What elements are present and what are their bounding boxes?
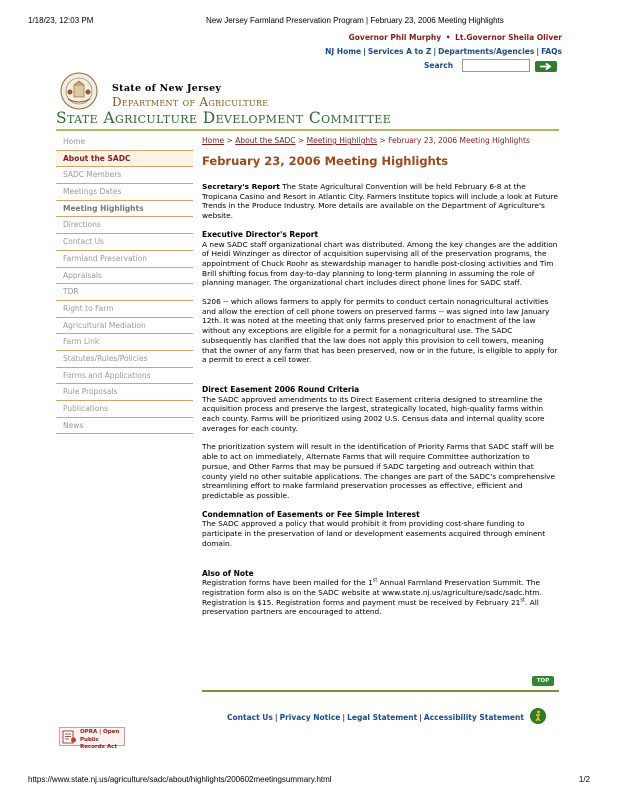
- breadcrumb-current: February 23, 2006 Meeting Highlights: [388, 136, 530, 145]
- direct-easement-heading: Direct Easement 2006 Round Criteria: [202, 384, 360, 394]
- exec-report-heading: Executive Director's Report: [202, 229, 319, 239]
- footer-divider: [202, 690, 559, 692]
- search-go-button[interactable]: [535, 61, 557, 72]
- dept-name: Department of Agriculture: [112, 95, 269, 109]
- note-sup: st: [520, 597, 525, 604]
- sidebar-item-agricultural-mediation[interactable]: Agricultural Mediation: [56, 318, 193, 335]
- opra-text: [80, 729, 124, 752]
- breadcrumb-home[interactable]: Home: [202, 136, 225, 145]
- sidebar-item-publications[interactable]: Publications: [56, 401, 193, 418]
- condemnation-heading: Condemnation of Easements or Fee Simple Interest: [202, 509, 420, 519]
- sidebar-item-home[interactable]: Home: [56, 134, 193, 151]
- sidebar-item-sadc-members[interactable]: SADC Members: [56, 167, 193, 184]
- print-page-number: 1/2: [578, 775, 590, 784]
- print-datetime: 1/18/23, 12:03 PM: [28, 16, 94, 25]
- state-name: State of New Jersey: [112, 83, 222, 94]
- breadcrumb: [202, 136, 558, 145]
- direct-easement-text: The SADC approved amendments to its Direct Easement criteria designed to streamline the acquisition process and preserve the largest, strategically located, high-quality farms within each county. Farms will be prioritized using 2002 U.S. Census data and internal quality score averages for each county.: [202, 394, 545, 433]
- lt-governor-link[interactable]: Lt.Governor Sheila Oliver: [455, 33, 562, 42]
- exec-report-text: A new SADC staff organizational chart was distributed. Among the key changes are the addition of Heidi Winzinger as director of acquisition supervising all of the preservation programs, the appointment of Chuck Roohr as stewardship manager to handle post-closing activities and Tim Brill shifting focus from day-to-day planning to long-term planning in assuming the role of planning manager. The organizational chart includes direct phone lines for SADC staff.: [202, 239, 558, 288]
- sidebar-item-news[interactable]: News: [56, 418, 193, 435]
- sidebar-item-contact-us[interactable]: Contact Us: [56, 234, 193, 251]
- secretary-report-text: The State Agricultural Convention will be held February 6-8 at the Tropicana Casino and Resort in Atlantic City. Farmers Institute topics will include a look at Future Trends in the Produce Industry. More details are available on the Department of Agriculture's website.: [202, 182, 558, 221]
- sidebar-item-farm-link[interactable]: Farm Link: [56, 334, 193, 351]
- footer-accessibility[interactable]: Accessibility Statement: [423, 713, 524, 722]
- governor-line: [349, 33, 562, 42]
- search-label: Search: [424, 61, 454, 70]
- nav-services[interactable]: Services A to Z: [367, 47, 432, 56]
- main-content: [202, 136, 558, 617]
- sidebar-item-farmland-preservation[interactable]: Farmland Preservation: [56, 251, 193, 268]
- note-text-part: Annual Farmland Preservation Summit. The registration form also is on the SADC website at www.state.nj.us/agriculture/sadc/sadc.htm. Registration is $15. Registration forms and payment must be received by February 21: [202, 578, 542, 607]
- sidebar-item-right-to-farm[interactable]: Right to Farm: [56, 301, 193, 318]
- sidebar-item-rule-proposals[interactable]: Rule Proposals: [56, 384, 193, 401]
- top-nav: NJ Home | Services A to Z | Departments/Agencies | FAQs: [325, 47, 562, 56]
- nav-departments[interactable]: Departments/Agencies: [438, 47, 535, 56]
- sidebar-item-about-the-sadc[interactable]: About the SADC: [56, 151, 193, 168]
- footer-legal[interactable]: Legal Statement: [347, 713, 418, 722]
- breadcrumb-separator: >: [226, 136, 233, 145]
- s206-text: S206 -- which allows farmers to apply for permits to conduct certain nonagricultural activities and allow the erection of cell phone towers on preserved farms -- was signed into law January 12th. It was noted at the meeting that only farms preserved prior to enactment of the law without any exceptions are eligible for a permit for a nonagricultural use. The SADC subsequently has clarified that the law does not apply this provision to cell towers, meaning that the owner of any farm that has been preserved, now or in the future, is eligible to apply for a permit to erect a cell tower.: [202, 297, 558, 365]
- also-of-note-text: [202, 578, 558, 617]
- note-text-part: Registration forms have been mailed for the 1: [202, 578, 373, 588]
- back-to-top-button[interactable]: TOP: [532, 676, 554, 686]
- print-title: New Jersey Farmland Preservation Program | February 23, 2006 Meeting Highlights: [206, 16, 504, 25]
- nj-seal-icon: [60, 72, 98, 110]
- breadcrumb-separator: >: [297, 136, 305, 145]
- opra-banner[interactable]: [59, 727, 125, 750]
- breadcrumb-separator: >: [379, 136, 386, 145]
- nav-faqs[interactable]: FAQs: [541, 47, 562, 56]
- print-url: https://www.state.nj.us/agriculture/sadc/about/highlights/200602meetingsummary.html: [28, 775, 332, 784]
- document-icon: [62, 730, 77, 744]
- print-header: [28, 16, 590, 28]
- accessibility-icon[interactable]: [530, 708, 546, 724]
- footer-privacy[interactable]: Privacy Notice: [279, 713, 341, 722]
- sidebar-item-statutes-rules-policies[interactable]: Statutes/Rules/Policies: [56, 351, 193, 368]
- secretary-report-heading: Secretary's Report: [202, 182, 280, 191]
- opra-line-2: Public Records Act: [80, 736, 117, 750]
- bullet-icon: •: [445, 33, 451, 42]
- breadcrumb-highlights[interactable]: Meeting Highlights: [306, 136, 377, 145]
- prioritization-text: The prioritization system will result in the identification of Priority Farms that SADC staff will be able to act on immediately, Alternate Farms that will require Committee authorization to pursue, and Other Farms that may be pursued if SADC targeting and outreach within that county yield no other suitable applications. The changes are part of the SADC's comprehensive streamlining effort to make farmland preservation processes as effective, efficient and predictable as possible.: [202, 442, 556, 500]
- sidebar-item-directions[interactable]: Directions: [56, 217, 193, 234]
- header-divider: [56, 129, 559, 131]
- sidebar-item-meetings-dates[interactable]: Meetings Dates: [56, 184, 193, 201]
- also-of-note-heading: Also of Note: [202, 568, 254, 578]
- sidebar-item-tdr[interactable]: TDR: [56, 284, 193, 301]
- breadcrumb-about[interactable]: About the SADC: [235, 136, 296, 145]
- sidebar-item-appraisals[interactable]: Appraisals: [56, 268, 193, 285]
- sidebar-nav: [56, 134, 193, 434]
- search-input[interactable]: [462, 59, 530, 72]
- note-text-part: . All preservation partners are encouraged to attend.: [202, 597, 539, 617]
- committee-name: State Agriculture Development Committee: [56, 109, 392, 127]
- opra-line-1: OPRA | Open: [80, 729, 120, 735]
- sidebar-item-meeting-highlights[interactable]: Meeting Highlights: [56, 201, 193, 218]
- footer-contact-us[interactable]: Contact Us: [227, 713, 273, 722]
- condemnation-text: The SADC approved a policy that would prohibit it from providing cost-share funding to participate in the preservation of land or development easements acquired through eminent domain.: [202, 519, 546, 548]
- governor-link[interactable]: Governor Phil Murphy: [348, 33, 442, 42]
- note-sup: st: [372, 577, 378, 584]
- footer-links: Contact Us | Privacy Notice | Legal Statement | Accessibility Statement: [227, 713, 524, 722]
- nav-nj-home[interactable]: NJ Home: [325, 47, 362, 56]
- arrow-right-icon: [539, 62, 553, 71]
- secretary-report: [202, 182, 558, 221]
- sidebar-item-forms-and-applications[interactable]: Forms and Applications: [56, 368, 193, 385]
- page-title: February 23, 2006 Meeting Highlights: [202, 154, 449, 168]
